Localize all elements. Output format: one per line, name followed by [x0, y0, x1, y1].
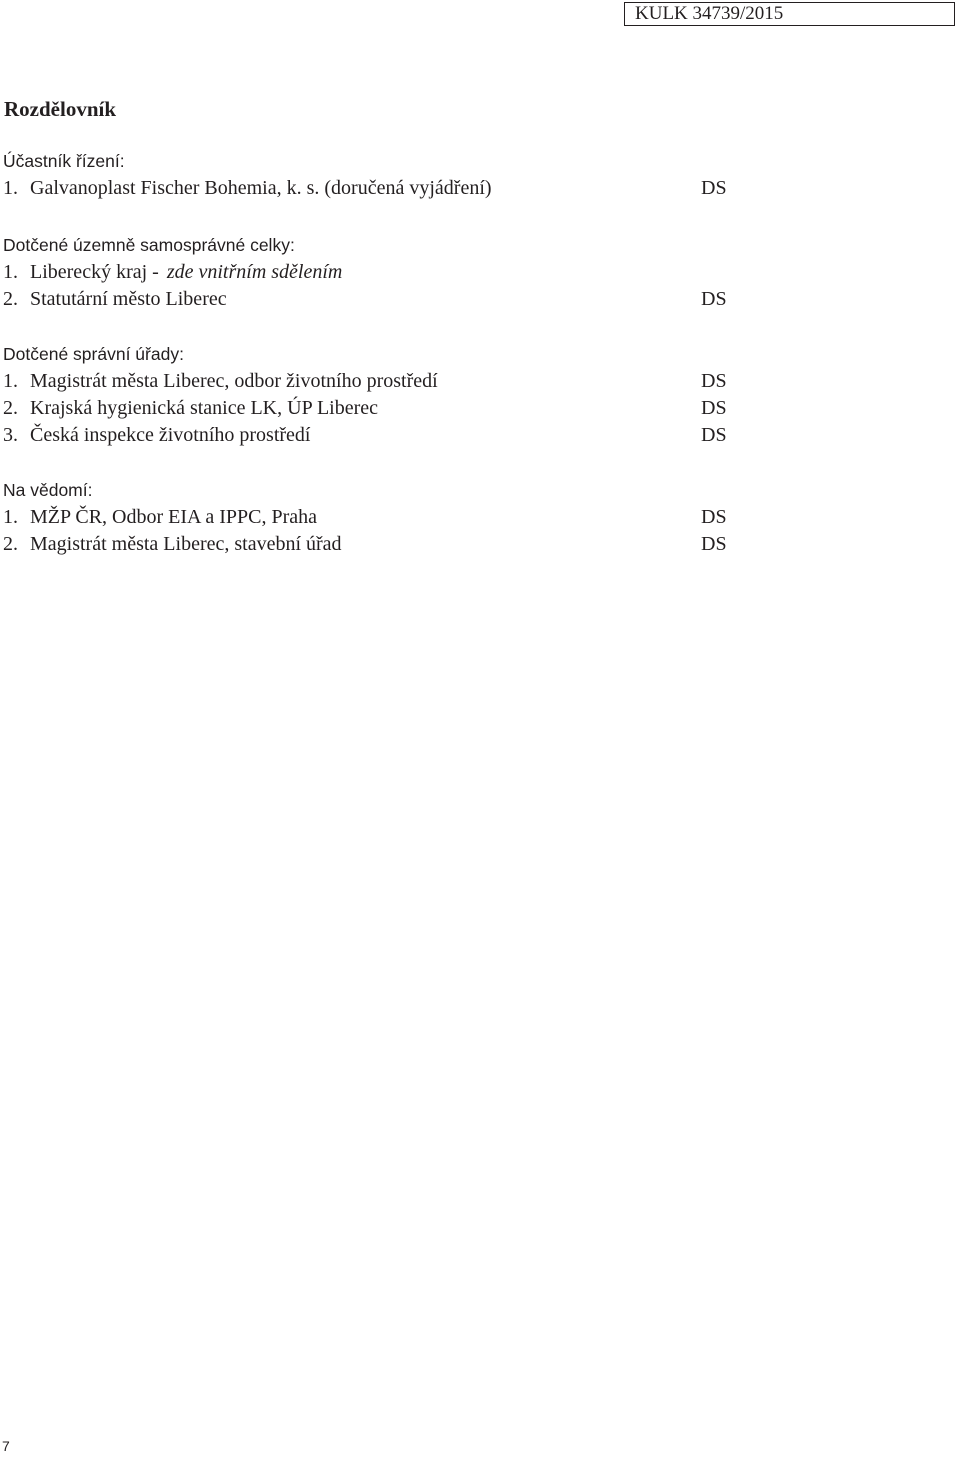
document-title: Rozdělovník	[4, 97, 117, 121]
delivery-method: DS	[701, 397, 727, 419]
delivery-method: DS	[701, 506, 727, 528]
item-text: Liberecký kraj -	[30, 261, 159, 283]
list-item	[3, 175, 743, 202]
list-item	[3, 395, 743, 422]
item-number: 2.	[3, 397, 18, 419]
list-item	[3, 531, 743, 558]
item-note: zde vnitřním sdělením	[166, 261, 343, 283]
page-number: 7	[2, 1438, 10, 1454]
list-item	[3, 504, 743, 531]
item-text: Statutární město Liberec	[30, 288, 227, 310]
item-text: Galvanoplast Fischer Bohemia, k. s. (doručená vyjádření)	[30, 177, 492, 199]
list-item	[3, 422, 743, 449]
section-heading: Na vědomí:	[3, 480, 93, 500]
delivery-method: DS	[701, 370, 727, 392]
item-text: Česká inspekce životního prostředí	[30, 424, 311, 446]
item-number: 2.	[3, 533, 18, 555]
reference-number-box	[624, 2, 955, 26]
list-item	[3, 286, 743, 313]
section-heading: Dotčené správní úřady:	[3, 344, 184, 364]
item-text: Magistrát města Liberec, stavební úřad	[30, 533, 342, 555]
item-number: 2.	[3, 288, 18, 310]
item-number: 3.	[3, 424, 18, 446]
item-number: 1.	[3, 370, 18, 392]
list-item	[3, 259, 743, 286]
item-text: Krajská hygienická stanice LK, ÚP Liberec	[30, 397, 379, 419]
delivery-method: DS	[701, 177, 727, 199]
list-item	[3, 368, 743, 395]
item-text: Magistrát města Liberec, odbor životního prostředí	[30, 370, 438, 392]
item-number: 1.	[3, 506, 18, 528]
delivery-method: DS	[701, 533, 727, 555]
section-for-information	[3, 477, 743, 558]
delivery-method: DS	[701, 424, 727, 446]
section-heading: Účastník řízení:	[3, 151, 125, 171]
section-participants	[3, 148, 743, 202]
item-number: 1.	[3, 177, 18, 199]
section-heading: Dotčené územně samosprávné celky:	[3, 235, 295, 255]
reference-number: KULK 34739/2015	[635, 3, 784, 24]
section-administrative-offices	[3, 341, 743, 449]
section-self-governing-units	[3, 232, 743, 313]
item-number: 1.	[3, 261, 18, 283]
item-text: MŽP ČR, Odbor EIA a IPPC, Praha	[30, 506, 318, 528]
delivery-method: DS	[701, 288, 727, 310]
